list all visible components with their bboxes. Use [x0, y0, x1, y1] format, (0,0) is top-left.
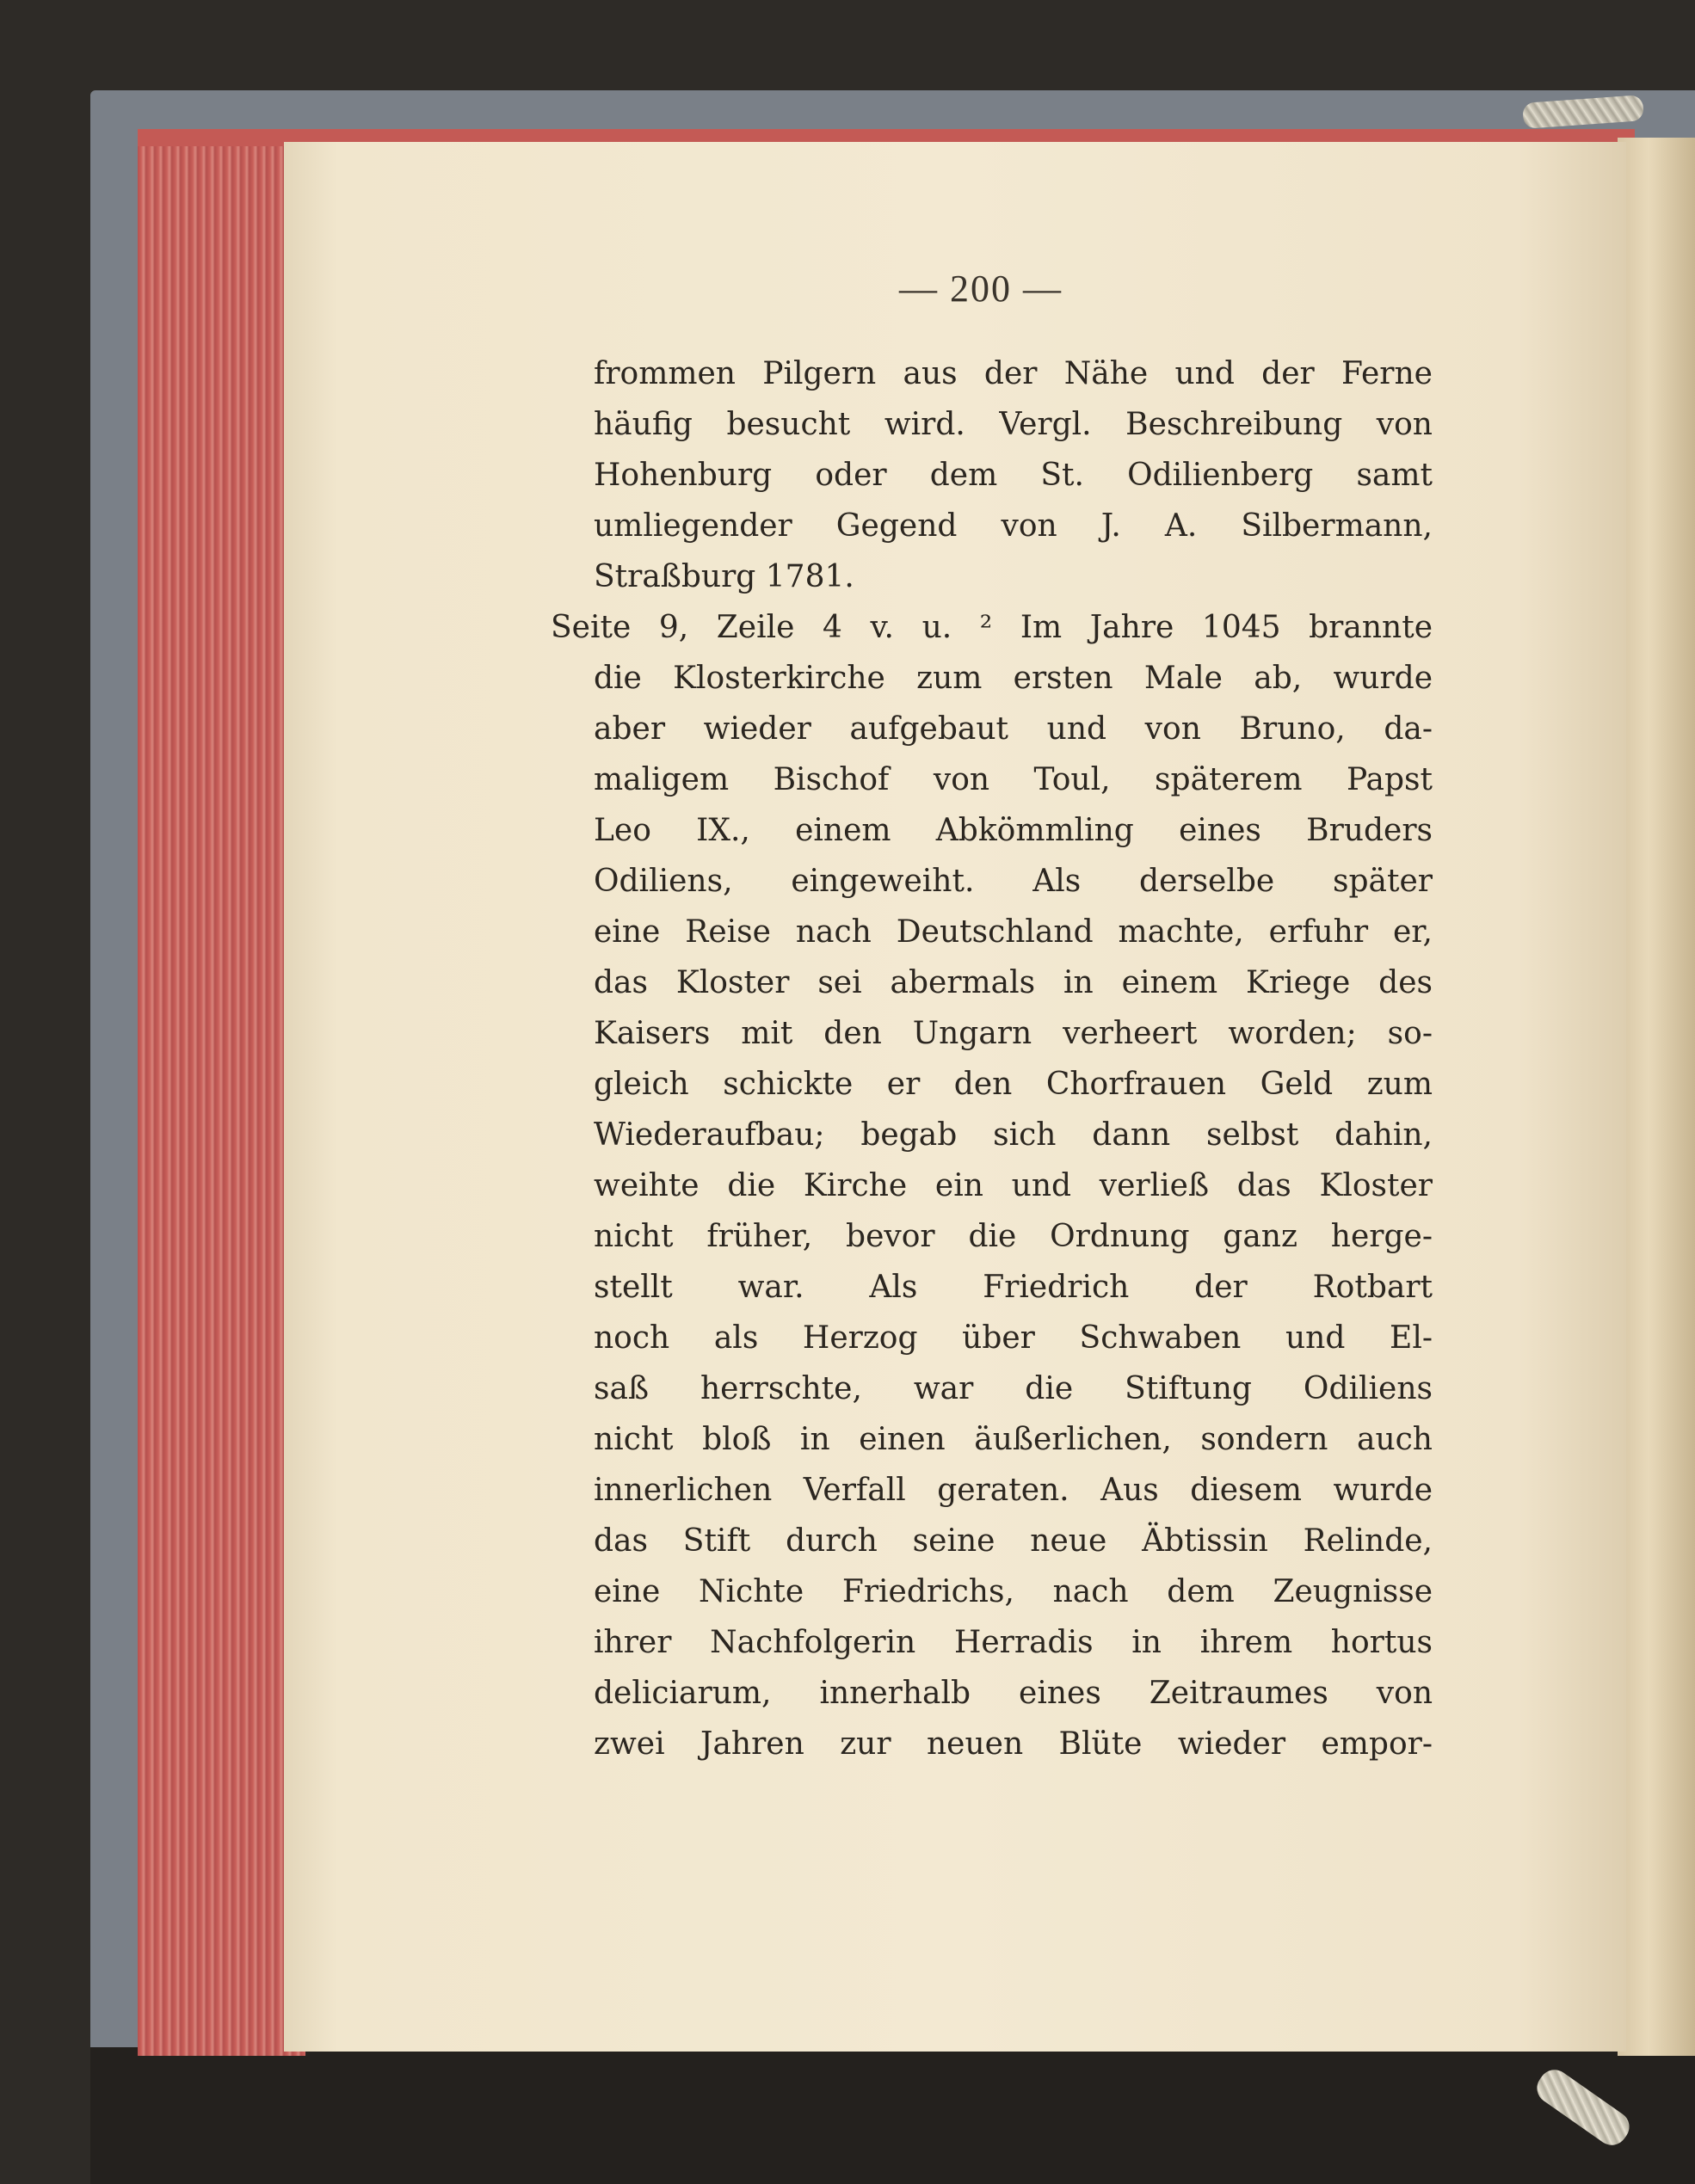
text-line: innerlichen Verfall geraten. Aus diesem wurde [594, 1473, 1433, 1508]
text-line: Leo IX., einem Abkömmling eines Bruders [594, 813, 1433, 848]
text-line: saß herrschte, war die Stiftung Odiliens [594, 1371, 1433, 1406]
text-line: Seite 9, Zeile 4 v. u. ² Im Jahre 1045 brannte [551, 610, 1433, 645]
text-line: die Klosterkirche zum ersten Male ab, wurde [594, 661, 1433, 696]
text-line: umliegender Gegend von J. A. Silbermann, [594, 508, 1433, 544]
text-line: aber wieder aufgebaut und von Bruno, da- [594, 711, 1433, 747]
text-line: Straßburg 1781. [594, 559, 854, 594]
page-text [551, 348, 1433, 1769]
text-line: nicht früher, bevor die Ordnung ganz herge- [594, 1219, 1433, 1254]
text-line: stellt war. Als Friedrich der Rotbart [594, 1270, 1433, 1305]
text-line: eine Reise nach Deutschland machte, erfuhr er, [594, 914, 1433, 950]
text-line: deliciarum, innerhalb eines Zeitraumes von [594, 1676, 1433, 1711]
text-line: Hohenburg oder dem St. Odilienberg samt [594, 458, 1433, 493]
page-number: — 200 — [899, 268, 1063, 310]
text-line: das Kloster sei abermals in einem Kriege des [594, 965, 1433, 1000]
text-line: ihrer Nachfolgerin Herradis in ihrem hortus [594, 1625, 1433, 1660]
text-line: noch als Herzog über Schwaben und El- [594, 1320, 1433, 1356]
page-edges-left [138, 129, 305, 2056]
text-line: Kaisers mit den Ungarn verheert worden; so- [594, 1016, 1433, 1051]
text-line: zwei Jahren zur neuen Blüte wieder empor- [594, 1726, 1433, 1762]
text-line: häufig besucht wird. Vergl. Beschreibung von [594, 407, 1433, 442]
facing-page-edge [1618, 138, 1695, 2056]
text-line: eine Nichte Friedrichs, nach dem Zeugnisse [594, 1574, 1433, 1609]
text-line: maligem Bischof von Toul, späterem Papst [594, 762, 1433, 797]
text-line: Wiederaufbau; begab sich dann selbst dahin, [594, 1117, 1433, 1153]
text-line: weihte die Kirche ein und verließ das Kloster [594, 1168, 1433, 1203]
text-line: Odiliens, eingeweiht. Als derselbe später [594, 864, 1433, 899]
text-line: frommen Pilgern aus der Nähe und der Ferne [594, 356, 1433, 391]
text-line: das Stift durch seine neue Äbtissin Relinde, [594, 1523, 1433, 1559]
text-line: nicht bloß in einen äußerlichen, sondern auch [594, 1422, 1433, 1457]
background-shadow [90, 2047, 1695, 2184]
text-line: gleich schickte er den Chorfrauen Geld zum [594, 1067, 1433, 1102]
